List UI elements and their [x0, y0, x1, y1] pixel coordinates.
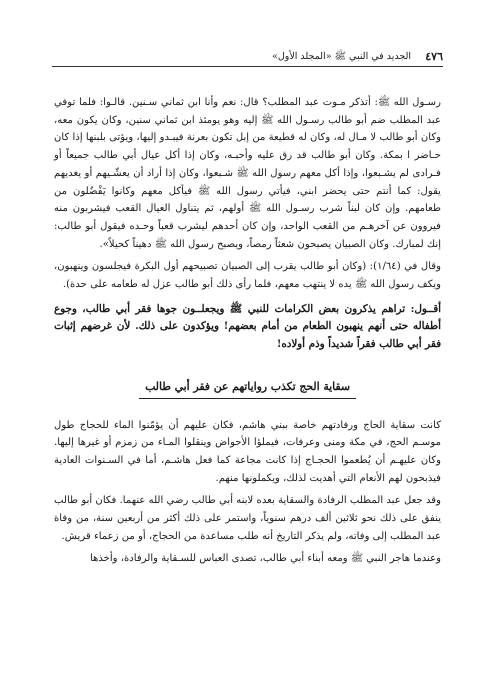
paragraph: وقد جعل عبد المطلب الرفادة والسقاية بعده لابنه أبي طالب رضي الله عنهما. فكان أبو طالب ينفق على ذلك نحو ثلاثين ألف درهم سنوياً، واستمر على ذلك أكثر من أربعين سنة، من وفاة عبد المطلب إلى وفاته، ولم يذكر التاريخ أنه طلب مساعدة من الحجاج، أو من زعماء قريش.	[54, 495, 441, 542]
paragraph: كانت سقاية الحاج ورفادتهم خاصة ببني هاشم، فكان عليهم أن يؤمّنوا الماء للحجاج طول موسـم الحج، في مكة ومنى وعرفات، فيملؤا الأحواض وينقلوا المـاء من زمزم أو غيرها إليها. وكان عليهـم أن يُطعموا الحجـاج إذا كانت مجاعة كما فعل هاشـم، أما في السـنوات العادية فيذبحون لهم الأنعام التي أهديت لذلك، ويكملونها منهم.	[54, 419, 441, 484]
page-number: ٤٧٦	[425, 50, 443, 63]
paragraph: رسـول الله ﷺ: أتذكر مـوت عبد المطلب؟ قال: نعم وأنا ابن ثماني سـنين. قالـوا: فلما توفي عبد المطلب ضم أبو طالب رسـول الله ﷺ إليه وهو يومئذ ابن ثماني سنين، وكان يكون معه، وكان أبو طالب لا مـال له، وكان له قطيعة من إبل تكون بعرنة فيبـدو إليها، ويؤتى بلبنها إذا كان حـاضر ا بمكة. وكان أبو طالب قد رق عليه وأحبـه، وكان إذا أكل عيال أبي طالب جميعاً أو فـرادى لم يشـبعوا، وإذا أكل معهم رسول الله ﷺ شـبعوا، وكان إذا أراد أن يعشّـيهم أو يغديهم يقول: كما أنتم حتى يحضر ابني، فيأتي رسول الله ﷺ فيأكل معهم وكانوا يَفْضُلون من طعامهم. وإن كان لبناً شرب رسـول الله ﷺ أولهم، ثم يتناول العيال القعب فيشربون منه فيروون عن آخرهـم من القعب الواحد، وإن كان أحدهم ليشرب قعباً وحـده فيقول أبو طالب: إنك لمبارك. وكان الصبيان يصبحون شعثاً رمصاً، ويصبح رسول الله ﷺ دهيناً كحيلاً».	[54, 97, 441, 250]
paragraph: وعندما هاجر النبي ﷺ ومعه أبناء أبي طالب، تصدى العباس للسـقاية والرفادة، وأخذها	[89, 553, 441, 565]
paragraph: وقال في (١/٦٤): (وكان أبو طالب يقرب إلى الصبيان تصبيحهم أول البكرة فيجلسون وينهبون، ويكف رسول الله ﷺ يده لا ينتهب معهم، فلما رأى ذلك أبو طالب عزل له طعامه على حدة).	[54, 261, 442, 291]
section-heading-container	[54, 378, 441, 399]
commentary-paragraph: أقــول: تراهم يذكرون بعض الكرامات للنبي ﷺ ويجعلــون جوها فقر أبي طالب، وجوع أطفاله حتى أنهم ينهبون الطعام من أمام بعضهم! ويؤكدون على ذلك. لأن غرضهم إثبات فقر أبي طالب فقراً شديداً وذم أولاده!	[54, 302, 441, 351]
page-header	[52, 50, 443, 67]
body-text	[54, 94, 441, 568]
section-heading: سقاية الحج تكذب رواياتهم عن فقر أبي طالب	[139, 378, 356, 399]
running-title: الجديد في النبي ﷺ «المجلد الأول»	[272, 51, 411, 62]
